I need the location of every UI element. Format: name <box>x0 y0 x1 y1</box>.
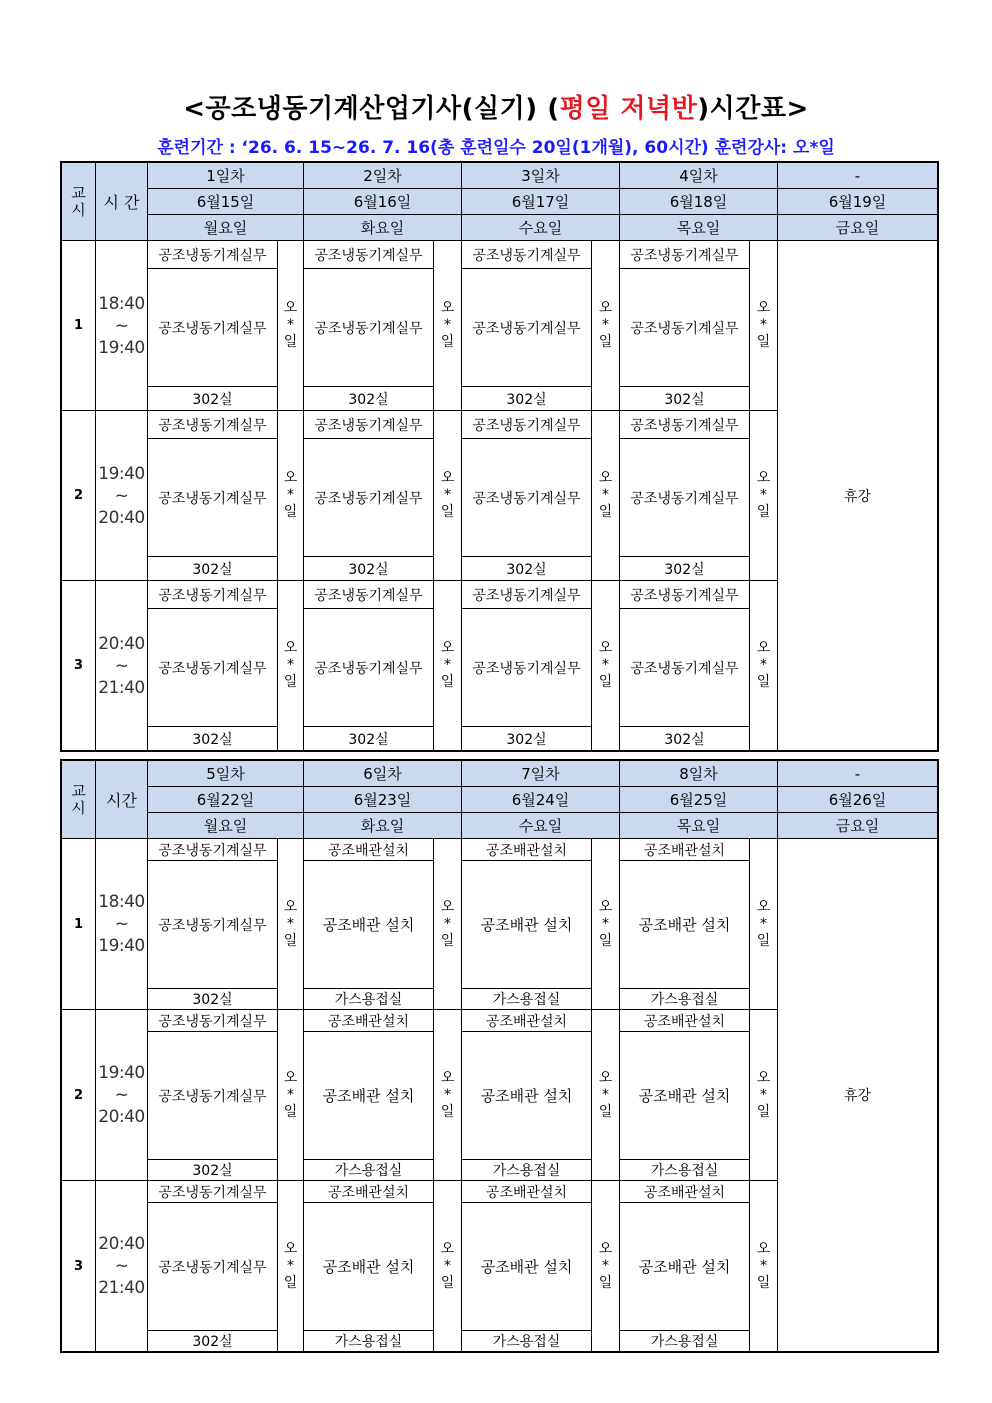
teacher-char: 오 <box>440 1069 455 1086</box>
teacher-char: 오 <box>756 300 771 316</box>
teacher-char: * <box>760 1086 767 1103</box>
subject-title: 공조배관설치 <box>462 1181 592 1203</box>
time-tilde: ~ <box>114 485 129 506</box>
subject-title: 공조배관설치 <box>304 839 434 861</box>
time-start: 20:40 <box>98 1234 145 1254</box>
teacher-char: * <box>760 1257 767 1274</box>
teacher-char: * <box>602 317 609 333</box>
subject-name: 공조배관 설치 <box>620 861 750 989</box>
subject-name: 공조배관 설치 <box>620 1203 750 1331</box>
subject-name: 공조냉동기계실무 <box>462 269 592 387</box>
period-number: 3 <box>62 1181 96 1352</box>
teacher-char: 오 <box>598 898 613 915</box>
day-weekday: 화요일 <box>304 215 462 241</box>
time-end: 21:40 <box>98 1278 145 1298</box>
period-time <box>96 1010 148 1181</box>
period-time <box>96 241 148 411</box>
teacher-name <box>278 839 304 1010</box>
teacher-char: 오 <box>598 1069 613 1086</box>
time-end: 19:40 <box>98 936 145 956</box>
teacher-char: * <box>287 915 294 932</box>
subject-name: 공조냉동기계실무 <box>304 609 434 727</box>
subject-title: 공조배관설치 <box>620 839 750 861</box>
teacher-char: 오 <box>440 640 455 656</box>
gyoshi-header: 교 시 <box>62 761 96 839</box>
teacher-char: 일 <box>598 1103 613 1120</box>
day-date: 6월26일 <box>778 787 938 813</box>
teacher-char: 오 <box>756 898 771 915</box>
classroom: 302실 <box>148 557 278 581</box>
teacher-char: 오 <box>756 1069 771 1086</box>
day-date: 6월15일 <box>148 189 304 215</box>
teacher-char: * <box>760 317 767 333</box>
classroom: 302실 <box>462 557 592 581</box>
teacher-char: * <box>602 657 609 673</box>
teacher-char: * <box>444 1086 451 1103</box>
subject-name: 공조냉동기계실무 <box>148 609 278 727</box>
day-day: 4일차 <box>620 163 778 189</box>
teacher-char: * <box>602 915 609 932</box>
teacher-name <box>434 1181 462 1352</box>
subject-name: 공조배관 설치 <box>462 1203 592 1331</box>
time-tilde: ~ <box>114 315 129 336</box>
day-day: - <box>778 761 938 787</box>
day-day: 5일차 <box>148 761 304 787</box>
teacher-char: 오 <box>283 640 298 656</box>
classroom: 302실 <box>620 727 750 751</box>
subject-name: 공조냉동기계실무 <box>620 269 750 387</box>
subject-name: 공조배관 설치 <box>304 1203 434 1331</box>
subject-name: 공조냉동기계실무 <box>462 609 592 727</box>
time-start: 19:40 <box>98 463 145 484</box>
classroom: 가스용접실 <box>620 1160 750 1181</box>
time-start: 20:40 <box>98 633 145 654</box>
teacher-char: 오 <box>598 470 613 486</box>
day-date: 6월24일 <box>462 787 620 813</box>
classroom: 가스용접실 <box>304 1160 434 1181</box>
teacher-char: 일 <box>598 932 613 949</box>
teacher-char: 일 <box>283 334 298 350</box>
day-weekday: 목요일 <box>620 813 778 839</box>
subject-title: 공조냉동기계실무 <box>620 241 750 269</box>
classroom: 가스용접실 <box>620 989 750 1010</box>
subject-title: 공조냉동기계실무 <box>148 1181 278 1203</box>
period-number: 2 <box>62 1010 96 1181</box>
teacher-char: 일 <box>283 932 298 949</box>
day-weekday: 금요일 <box>778 215 938 241</box>
teacher-name <box>750 1010 778 1181</box>
subject-title: 공조냉동기계실무 <box>462 241 592 269</box>
teacher-name <box>750 839 778 1010</box>
teacher-char: 오 <box>283 1069 298 1086</box>
period-number: 2 <box>62 411 96 581</box>
teacher-char: * <box>602 1257 609 1274</box>
teacher-char: 일 <box>283 674 298 690</box>
period-number: 1 <box>62 241 96 411</box>
teacher-name <box>434 411 462 581</box>
subject-title: 공조냉동기계실무 <box>462 581 592 609</box>
teacher-char: * <box>444 657 451 673</box>
time-header: 시간 <box>96 761 148 839</box>
teacher-char: 오 <box>283 1240 298 1257</box>
subject-name: 공조배관 설치 <box>620 1032 750 1160</box>
time-start: 18:40 <box>98 892 145 912</box>
teacher-char: 일 <box>756 1103 771 1120</box>
teacher-char: 일 <box>598 334 613 350</box>
timetable-week-1 <box>61 162 938 751</box>
subject-name: 공조냉동기계실무 <box>304 439 434 557</box>
classroom: 가스용접실 <box>462 989 592 1010</box>
subject-name: 공조배관 설치 <box>462 861 592 989</box>
day-weekday: 수요일 <box>462 215 620 241</box>
teacher-name <box>592 241 620 411</box>
teacher-name <box>750 241 778 411</box>
title-suffix: )시간표> <box>697 94 809 124</box>
classroom: 가스용접실 <box>304 989 434 1010</box>
teacher-name <box>750 1181 778 1352</box>
teacher-name <box>434 839 462 1010</box>
teacher-char: * <box>444 1257 451 1274</box>
teacher-char: 일 <box>440 1103 455 1120</box>
time-tilde: ~ <box>114 914 129 934</box>
subject-name: 공조냉동기계실무 <box>304 269 434 387</box>
teacher-name <box>278 241 304 411</box>
period-time <box>96 581 148 751</box>
subject-title: 공조냉동기계실무 <box>148 411 278 439</box>
teacher-name <box>278 581 304 751</box>
classroom: 302실 <box>620 557 750 581</box>
day-weekday: 목요일 <box>620 215 778 241</box>
subject-title: 공조배관설치 <box>304 1010 434 1032</box>
teacher-char: 일 <box>440 334 455 350</box>
time-tilde: ~ <box>114 1256 129 1276</box>
classroom: 가스용접실 <box>462 1331 592 1352</box>
time-end: 19:40 <box>98 337 145 358</box>
title-prefix: <공조냉동기계산업기사(실기) ( <box>183 94 560 124</box>
day-day: 3일차 <box>462 163 620 189</box>
teacher-name <box>434 241 462 411</box>
teacher-name <box>434 1010 462 1181</box>
teacher-name <box>592 411 620 581</box>
subject-title: 공조냉동기계실무 <box>620 411 750 439</box>
teacher-char: 오 <box>598 640 613 656</box>
subject-title: 공조냉동기계실무 <box>304 581 434 609</box>
time-tilde: ~ <box>114 1085 129 1105</box>
subject-title: 공조냉동기계실무 <box>148 839 278 861</box>
time-end: 21:40 <box>98 677 145 698</box>
subject-title: 공조냉동기계실무 <box>148 241 278 269</box>
teacher-name <box>278 1010 304 1181</box>
subject-name: 공조냉동기계실무 <box>620 609 750 727</box>
timetable-week-2 <box>61 760 938 1352</box>
teacher-char: 일 <box>440 674 455 690</box>
teacher-char: 일 <box>440 1274 455 1291</box>
subject-name: 공조냉동기계실무 <box>148 269 278 387</box>
teacher-char: * <box>760 657 767 673</box>
teacher-name <box>592 1010 620 1181</box>
teacher-char: * <box>444 317 451 333</box>
classroom: 가스용접실 <box>304 1331 434 1352</box>
teacher-name <box>434 581 462 751</box>
day-day: 2일차 <box>304 163 462 189</box>
classroom: 302실 <box>148 387 278 411</box>
teacher-char: * <box>760 487 767 503</box>
teacher-char: 오 <box>440 300 455 316</box>
teacher-char: * <box>287 317 294 333</box>
teacher-char: 일 <box>756 504 771 520</box>
classroom: 302실 <box>462 727 592 751</box>
time-start: 19:40 <box>98 1063 145 1083</box>
teacher-char: 오 <box>283 470 298 486</box>
subject-title: 공조냉동기계실무 <box>304 411 434 439</box>
teacher-char: 오 <box>283 300 298 316</box>
gyoshi-header: 교 시 <box>62 163 96 241</box>
teacher-char: * <box>444 915 451 932</box>
period-number: 3 <box>62 581 96 751</box>
no-class-cell: 휴강 <box>778 241 938 751</box>
subject-name: 공조배관 설치 <box>462 1032 592 1160</box>
period-number: 1 <box>62 839 96 1010</box>
subject-title: 공조배관설치 <box>620 1181 750 1203</box>
teacher-name <box>592 839 620 1010</box>
period-time <box>96 1181 148 1352</box>
subject-title: 공조배관설치 <box>462 1010 592 1032</box>
period-time <box>96 411 148 581</box>
teacher-char: 오 <box>440 470 455 486</box>
teacher-char: 오 <box>756 470 771 486</box>
classroom: 가스용접실 <box>462 1160 592 1181</box>
subject-name: 공조냉동기계실무 <box>148 861 278 989</box>
day-weekday: 금요일 <box>778 813 938 839</box>
time-end: 20:40 <box>98 1107 145 1127</box>
teacher-char: * <box>287 1086 294 1103</box>
day-date: 6월22일 <box>148 787 304 813</box>
teacher-name <box>278 1181 304 1352</box>
teacher-name <box>750 581 778 751</box>
teacher-name <box>592 581 620 751</box>
subject-title: 공조냉동기계실무 <box>148 581 278 609</box>
time-header: 시 간 <box>96 163 148 241</box>
subject-title: 공조냉동기계실무 <box>620 581 750 609</box>
classroom: 가스용접실 <box>620 1331 750 1352</box>
teacher-name <box>750 411 778 581</box>
subject-name: 공조냉동기계실무 <box>620 439 750 557</box>
teacher-char: 일 <box>756 1274 771 1291</box>
day-day: - <box>778 163 938 189</box>
classroom: 302실 <box>620 387 750 411</box>
subject-title: 공조냉동기계실무 <box>304 241 434 269</box>
teacher-char: * <box>444 487 451 503</box>
day-day: 7일차 <box>462 761 620 787</box>
subject-title: 공조냉동기계실무 <box>462 411 592 439</box>
teacher-char: 오 <box>598 300 613 316</box>
classroom: 302실 <box>304 387 434 411</box>
teacher-char: 일 <box>283 1103 298 1120</box>
time-start: 18:40 <box>98 293 145 314</box>
subject-title: 공조냉동기계실무 <box>148 1010 278 1032</box>
classroom: 302실 <box>148 989 278 1010</box>
day-date: 6월18일 <box>620 189 778 215</box>
period-time <box>96 839 148 1010</box>
teacher-char: 오 <box>283 898 298 915</box>
subject-name: 공조배관 설치 <box>304 1032 434 1160</box>
subject-title: 공조배관설치 <box>462 839 592 861</box>
teacher-name <box>592 1181 620 1352</box>
time-tilde: ~ <box>114 655 129 676</box>
teacher-char: * <box>287 1257 294 1274</box>
day-date: 6월17일 <box>462 189 620 215</box>
classroom: 302실 <box>148 1160 278 1181</box>
subject-title: 공조배관설치 <box>620 1010 750 1032</box>
teacher-name <box>278 411 304 581</box>
day-date: 6월19일 <box>778 189 938 215</box>
teacher-char: 일 <box>440 932 455 949</box>
day-day: 8일차 <box>620 761 778 787</box>
subject-name: 공조냉동기계실무 <box>148 439 278 557</box>
day-day: 1일차 <box>148 163 304 189</box>
training-period-subtitle: 훈련기간 : ‘26. 6. 15~26. 7. 16(총 훈련일수 20일(1개월), 60시간) 훈련강사: 오*일 <box>157 138 835 158</box>
day-weekday: 월요일 <box>148 813 304 839</box>
teacher-char: 오 <box>756 640 771 656</box>
title-highlight: 평일 저녁반 <box>559 94 698 124</box>
teacher-char: 일 <box>598 1274 613 1291</box>
teacher-char: 오 <box>440 1240 455 1257</box>
teacher-char: 일 <box>598 674 613 690</box>
teacher-char: 일 <box>440 504 455 520</box>
teacher-char: * <box>760 915 767 932</box>
teacher-char: 일 <box>756 674 771 690</box>
classroom: 302실 <box>304 557 434 581</box>
day-weekday: 월요일 <box>148 215 304 241</box>
subject-title: 공조배관설치 <box>304 1181 434 1203</box>
teacher-char: 일 <box>756 932 771 949</box>
teacher-char: 오 <box>756 1240 771 1257</box>
teacher-char: 오 <box>598 1240 613 1257</box>
day-weekday: 화요일 <box>304 813 462 839</box>
day-day: 6일차 <box>304 761 462 787</box>
teacher-char: * <box>602 487 609 503</box>
teacher-char: * <box>602 1086 609 1103</box>
subject-name: 공조배관 설치 <box>304 861 434 989</box>
teacher-char: 일 <box>598 504 613 520</box>
subject-name: 공조냉동기계실무 <box>148 1032 278 1160</box>
subject-name: 공조냉동기계실무 <box>462 439 592 557</box>
subject-name: 공조냉동기계실무 <box>148 1203 278 1331</box>
day-weekday: 수요일 <box>462 813 620 839</box>
day-date: 6월16일 <box>304 189 462 215</box>
teacher-char: 일 <box>283 1274 298 1291</box>
classroom: 302실 <box>148 727 278 751</box>
teacher-char: 오 <box>440 898 455 915</box>
time-end: 20:40 <box>98 507 145 528</box>
teacher-char: * <box>287 487 294 503</box>
day-date: 6월23일 <box>304 787 462 813</box>
teacher-char: * <box>287 657 294 673</box>
page-title <box>0 88 992 125</box>
classroom: 302실 <box>148 1331 278 1352</box>
day-date: 6월25일 <box>620 787 778 813</box>
teacher-char: 일 <box>283 504 298 520</box>
no-class-cell: 휴강 <box>778 839 938 1352</box>
classroom: 302실 <box>304 727 434 751</box>
teacher-char: 일 <box>756 334 771 350</box>
classroom: 302실 <box>462 387 592 411</box>
